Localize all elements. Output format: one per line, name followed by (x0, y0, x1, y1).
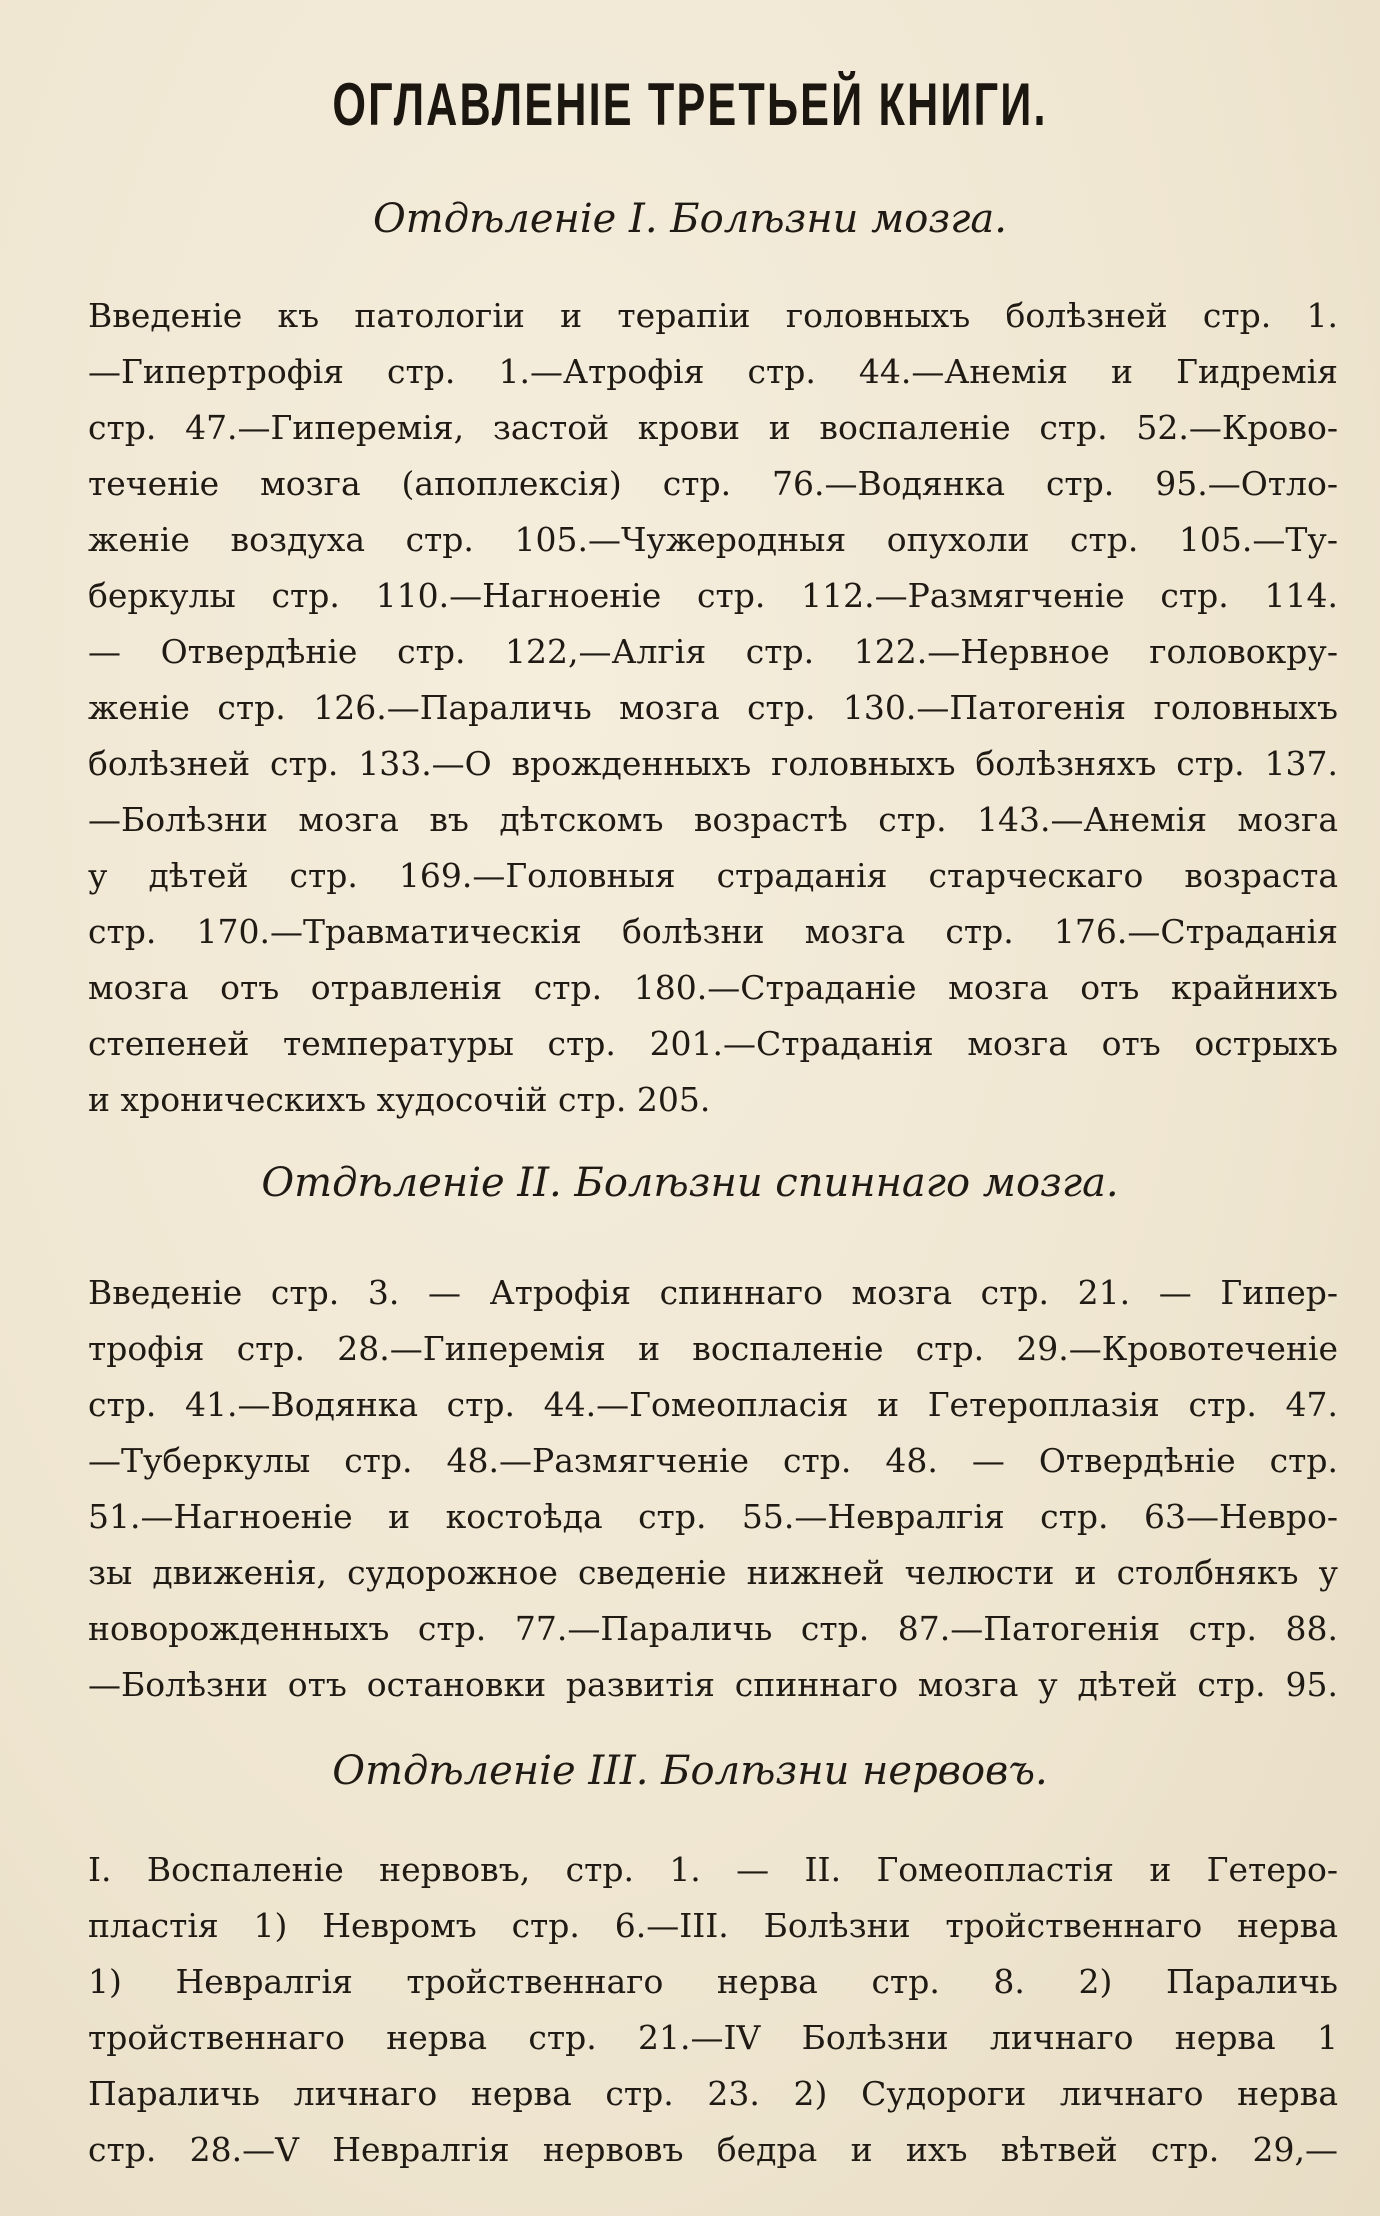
text-line: беркулы стр. 110.—Нагноеніе стр. 112.—Размягченіе стр. 114. (88, 576, 1338, 615)
text-line: тройственнаго нерва стр. 21.—IV Болѣзни личнаго нерва 1 (88, 2018, 1338, 2057)
text-line: —Болѣзни отъ остановки развитія спиннаго мозга у дѣтей стр. 95. (88, 1665, 1338, 1704)
text-line: трофія стр. 28.—Гиперемія и воспаленіе стр. 29.—Кровотеченіе (88, 1329, 1338, 1368)
text-line: —Гипертрофія стр. 1.—Атрофія стр. 44.—Анемія и Гидремія (88, 352, 1338, 391)
text-line: и хроническихъ худосочій стр. 205. (88, 1080, 711, 1119)
text-line: болѣзней стр. 133.—О врожденныхъ головныхъ болѣзняхъ стр. 137. (88, 744, 1338, 783)
text-line: — Отвердѣніе стр. 122,—Алгія стр. 122.—Нервное головокру- (88, 632, 1338, 671)
text-line: женіе стр. 126.—Параличь мозга стр. 130.—Патогенія головныхъ (88, 688, 1338, 727)
text-line: теченіе мозга (апоплексія) стр. 76.—Водянка стр. 95.—Отло- (88, 464, 1338, 503)
text-line: I. Воспаленіе нервовъ, стр. 1. — II. Гомеопластія и Гетеро- (88, 1850, 1338, 1889)
text-line: женіе воздуха стр. 105.—Чужеродныя опухоли стр. 105.—Ту- (88, 520, 1338, 559)
section-body-1 (88, 288, 1338, 1128)
section-heading-2: Отдѣленіе II. Болѣзни спиннаго мозга. (261, 1160, 1119, 1206)
text-line: —Туберкулы стр. 48.—Размягченіе стр. 48. — Отвердѣніе стр. (88, 1441, 1338, 1480)
text-line: пластія 1) Невромъ стр. 6.—III. Болѣзни тройственнаго нерва (88, 1906, 1338, 1945)
section-body-3 (88, 1842, 1338, 2178)
text-line: новорожденныхъ стр. 77.—Параличь стр. 87.—Патогенія стр. 88. (88, 1609, 1338, 1648)
page-title: ОГЛАВЛЕНІЕ ТРЕТЬЕЙ КНИГИ. (332, 71, 1048, 138)
text-line: стр. 41.—Водянка стр. 44.—Гомеопласія и Гетероплазія стр. 47. (88, 1385, 1338, 1424)
text-line: стр. 170.—Травматическія болѣзни мозга стр. 176.—Страданія (88, 912, 1338, 951)
text-line: —Болѣзни мозга въ дѣтскомъ возрастѣ стр. 143.—Анемія мозга (88, 800, 1338, 839)
text-line: 51.—Нагноеніе и костоѣда стр. 55.—Невралгія стр. 63—Невро- (88, 1497, 1338, 1536)
text-line: Параличь личнаго нерва стр. 23. 2) Судороги личнаго нерва (88, 2074, 1338, 2113)
text-line: стр. 47.—Гиперемія, застой крови и воспаленіе стр. 52.—Крово- (88, 408, 1338, 447)
text-line: стр. 28.—V Невралгія нервовъ бедра и ихъ вѣтвей стр. 29,— (88, 2130, 1338, 2169)
text-line: Введеніе стр. 3. — Атрофія спиннаго мозга стр. 21. — Гипер- (88, 1273, 1338, 1312)
text-line: зы движенія, судорожное сведеніе нижней челюсти и столбнякъ у (88, 1553, 1338, 1592)
text-line: степеней температуры стр. 201.—Страданія мозга отъ острыхъ (88, 1024, 1338, 1063)
text-line: у дѣтей стр. 169.—Головныя страданія старческаго возраста (88, 856, 1338, 895)
section-heading-1: Отдѣленіе I. Болѣзни мозга. (373, 196, 1007, 242)
text-line: 1) Невралгія тройственнаго нерва стр. 8. 2) Параличь (88, 1962, 1338, 2001)
section-body-2 (88, 1265, 1338, 1713)
section-heading-3: Отдѣленіе III. Болѣзни нервовъ. (332, 1748, 1048, 1794)
text-line: мозга отъ отравленія стр. 180.—Страданіе мозга отъ крайнихъ (88, 968, 1338, 1007)
text-line: Введеніе къ патологіи и терапіи головныхъ болѣзней стр. 1. (88, 296, 1338, 335)
